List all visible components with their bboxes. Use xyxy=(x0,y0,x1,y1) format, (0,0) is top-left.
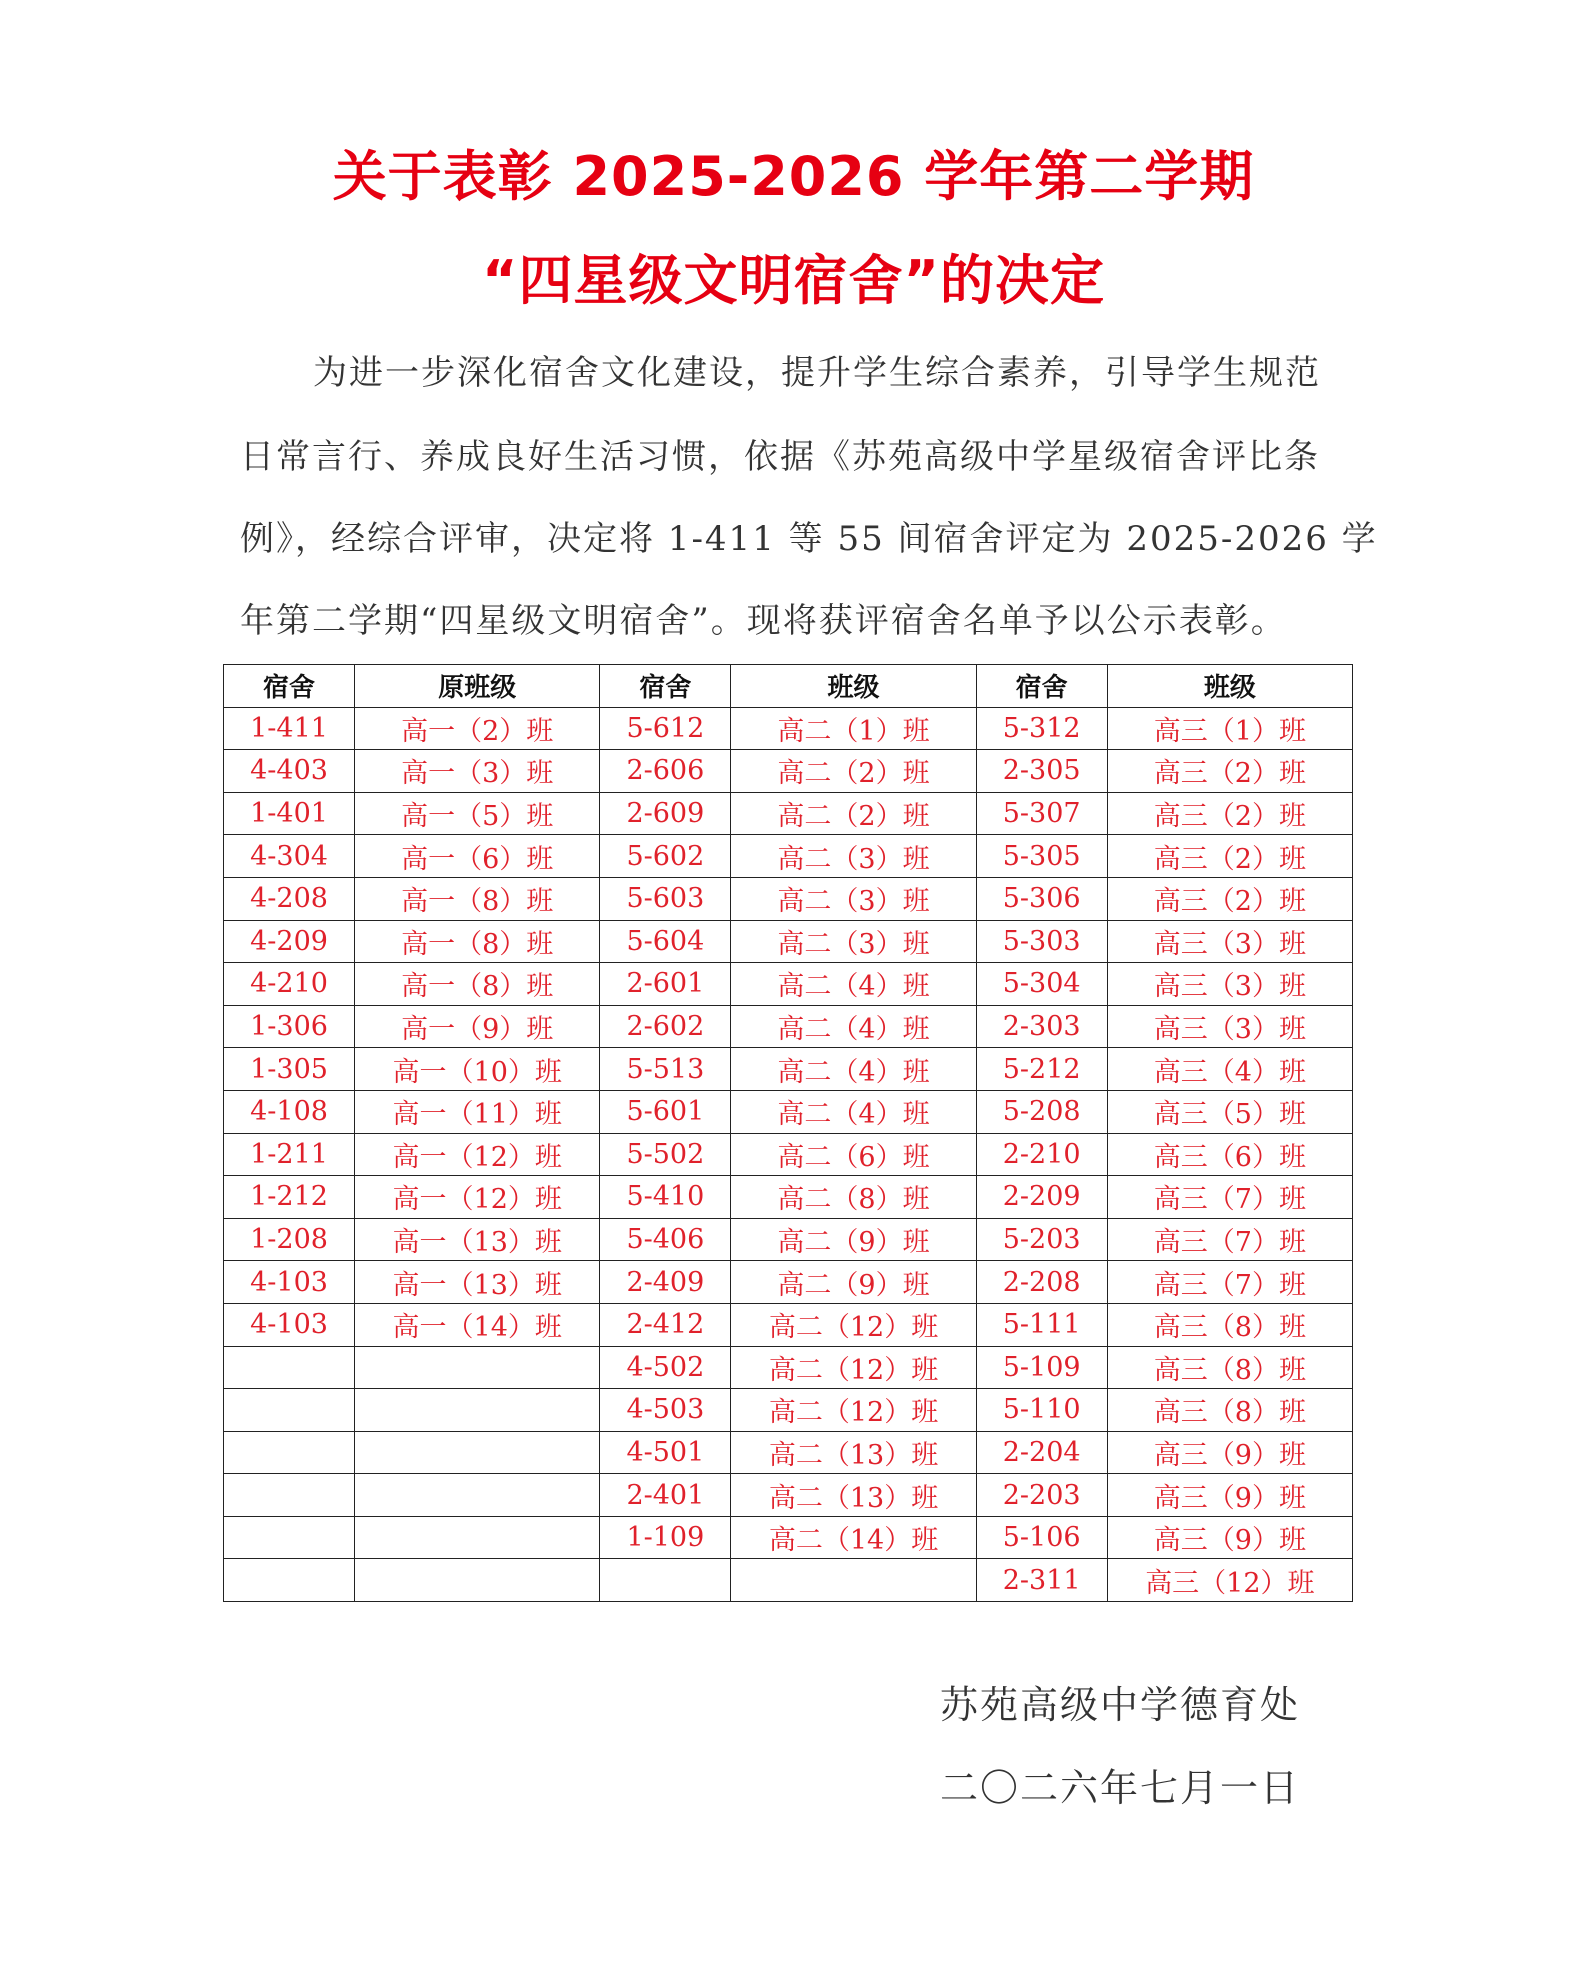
dorm-grade2-cell: 2-602 xyxy=(600,1005,731,1048)
table-row xyxy=(224,1431,1353,1474)
class-grade3-cell: 高三（7）班 xyxy=(1107,1176,1352,1219)
table-row xyxy=(224,750,1353,793)
class-grade3-cell: 高三（8）班 xyxy=(1107,1303,1352,1346)
dorm-grade3-cell: 5-106 xyxy=(976,1516,1107,1559)
dorm-grade1-cell: 1-401 xyxy=(224,792,355,835)
class-grade2-cell: 高二（6）班 xyxy=(731,1133,976,1176)
class-grade1-cell: 高一（9）班 xyxy=(355,1005,600,1048)
class-grade3-cell: 高三（9）班 xyxy=(1107,1474,1352,1517)
class-grade3-cell: 高三（5）班 xyxy=(1107,1090,1352,1133)
class-grade3-cell: 高三（2）班 xyxy=(1107,750,1352,793)
dorm-grade2-cell: 5-601 xyxy=(600,1090,731,1133)
dorm-grade3-cell: 2-210 xyxy=(976,1133,1107,1176)
class-grade2-cell: 高二（12）班 xyxy=(731,1303,976,1346)
header-class-grade3: 班级 xyxy=(1107,665,1352,708)
table-row xyxy=(224,1303,1353,1346)
class-grade1-cell: 高一（12）班 xyxy=(355,1176,600,1219)
dorm-grade3-cell: 5-305 xyxy=(976,835,1107,878)
table-row xyxy=(224,1218,1353,1261)
dorm-grade1-cell: 1-212 xyxy=(224,1176,355,1219)
dorm-grade1-cell: 4-210 xyxy=(224,963,355,1006)
dorm-grade2-cell: 2-601 xyxy=(600,963,731,1006)
dorm-grade3-cell: 5-109 xyxy=(976,1346,1107,1389)
dorm-grade2-cell: 2-609 xyxy=(600,792,731,835)
dorm-grade3-cell: 5-304 xyxy=(976,963,1107,1006)
class-grade3-cell: 高三（7）班 xyxy=(1107,1261,1352,1304)
dorm-grade1-cell: 4-209 xyxy=(224,920,355,963)
table-row xyxy=(224,877,1353,920)
dorm-grade3-cell: 2-203 xyxy=(976,1474,1107,1517)
header-class-grade2: 班级 xyxy=(731,665,976,708)
class-grade3-cell: 高三（9）班 xyxy=(1107,1431,1352,1474)
dorm-grade3-cell: 5-307 xyxy=(976,792,1107,835)
signature-date: 二〇二六年七月一日 xyxy=(940,1766,1301,1810)
dorm-grade1-cell: 4-108 xyxy=(224,1090,355,1133)
table-body xyxy=(224,707,1353,1601)
dorm-grade3-cell: 5-203 xyxy=(976,1218,1107,1261)
class-grade3-cell: 高三（7）班 xyxy=(1107,1218,1352,1261)
class-grade1-cell xyxy=(355,1389,600,1432)
dorm-grade3-cell: 2-208 xyxy=(976,1261,1107,1304)
class-grade2-cell: 高二（1）班 xyxy=(731,707,976,750)
header-class-grade1: 原班级 xyxy=(355,665,600,708)
dorm-grade1-cell: 1-411 xyxy=(224,707,355,750)
dorm-grade3-cell: 2-303 xyxy=(976,1005,1107,1048)
header-dorm-grade2: 宿舍 xyxy=(600,665,731,708)
dorm-grade1-cell: 4-304 xyxy=(224,835,355,878)
table-row xyxy=(224,1005,1353,1048)
class-grade3-cell: 高三（2）班 xyxy=(1107,792,1352,835)
table-row xyxy=(224,707,1353,750)
class-grade3-cell: 高三（6）班 xyxy=(1107,1133,1352,1176)
class-grade2-cell: 高二（13）班 xyxy=(731,1474,976,1517)
dorm-grade3-cell: 2-209 xyxy=(976,1176,1107,1219)
dorm-grade1-cell: 1-305 xyxy=(224,1048,355,1091)
dorm-grade2-cell: 5-406 xyxy=(600,1218,731,1261)
dorm-grade2-cell: 5-612 xyxy=(600,707,731,750)
class-grade1-cell: 高一（2）班 xyxy=(355,707,600,750)
header-dorm-grade3: 宿舍 xyxy=(976,665,1107,708)
dorm-grade2-cell: 4-503 xyxy=(600,1389,731,1432)
dorm-grade1-cell: 1-306 xyxy=(224,1005,355,1048)
dorm-grade3-cell: 2-305 xyxy=(976,750,1107,793)
dorm-grade3-cell: 5-212 xyxy=(976,1048,1107,1091)
dorm-grade2-cell: 4-501 xyxy=(600,1431,731,1474)
class-grade1-cell xyxy=(355,1559,600,1602)
dorm-grade3-cell: 2-204 xyxy=(976,1431,1107,1474)
class-grade1-cell: 高一（11）班 xyxy=(355,1090,600,1133)
dorm-grade2-cell: 2-606 xyxy=(600,750,731,793)
dorm-grade2-cell: 1-109 xyxy=(600,1516,731,1559)
class-grade2-cell: 高二（4）班 xyxy=(731,1048,976,1091)
dorm-grade2-cell: 5-502 xyxy=(600,1133,731,1176)
dorm-grade1-cell: 4-403 xyxy=(224,750,355,793)
body-paragraph-line-4: 年第二学期“四星级文明宿舍”。现将获评宿舍名单予以公示表彰。 xyxy=(240,601,1287,641)
dorm-grade3-cell: 5-306 xyxy=(976,877,1107,920)
class-grade1-cell: 高一（10）班 xyxy=(355,1048,600,1091)
class-grade2-cell: 高二（13）班 xyxy=(731,1431,976,1474)
class-grade2-cell: 高二（14）班 xyxy=(731,1516,976,1559)
dorm-grade2-cell: 5-602 xyxy=(600,835,731,878)
dorm-grade2-cell: 5-603 xyxy=(600,877,731,920)
class-grade1-cell: 高一（13）班 xyxy=(355,1218,600,1261)
dorm-grade1-cell xyxy=(224,1516,355,1559)
table-row xyxy=(224,835,1353,878)
table-row xyxy=(224,1516,1353,1559)
class-grade3-cell: 高三（9）班 xyxy=(1107,1516,1352,1559)
class-grade2-cell: 高二（9）班 xyxy=(731,1218,976,1261)
table-row xyxy=(224,792,1353,835)
class-grade1-cell xyxy=(355,1516,600,1559)
class-grade3-cell: 高三（3）班 xyxy=(1107,1005,1352,1048)
table-row xyxy=(224,1559,1353,1602)
class-grade3-cell: 高三（8）班 xyxy=(1107,1389,1352,1432)
class-grade1-cell: 高一（14）班 xyxy=(355,1303,600,1346)
class-grade3-cell: 高三（3）班 xyxy=(1107,920,1352,963)
class-grade2-cell: 高二（3）班 xyxy=(731,920,976,963)
class-grade1-cell: 高一（3）班 xyxy=(355,750,600,793)
table-row xyxy=(224,1261,1353,1304)
dorm-grade1-cell xyxy=(224,1474,355,1517)
class-grade1-cell xyxy=(355,1474,600,1517)
body-paragraph-line-1: 为进一步深化宿舍文化建设，提升学生综合素养，引导学生规范 xyxy=(313,353,1321,393)
table-row xyxy=(224,1090,1353,1133)
table-row xyxy=(224,1389,1353,1432)
dorm-grade1-cell: 1-208 xyxy=(224,1218,355,1261)
class-grade1-cell: 高一（5）班 xyxy=(355,792,600,835)
class-grade1-cell xyxy=(355,1431,600,1474)
dorm-grade2-cell: 4-502 xyxy=(600,1346,731,1389)
dorm-grade3-cell: 5-111 xyxy=(976,1303,1107,1346)
class-grade2-cell: 高二（9）班 xyxy=(731,1261,976,1304)
class-grade2-cell: 高二（4）班 xyxy=(731,963,976,1006)
header-dorm-grade1: 宿舍 xyxy=(224,665,355,708)
table-row xyxy=(224,1474,1353,1517)
signature-organization: 苏苑高级中学德育处 xyxy=(940,1683,1301,1727)
table-row xyxy=(224,963,1353,1006)
dorm-grade3-cell: 5-303 xyxy=(976,920,1107,963)
dorm-grade1-cell: 4-103 xyxy=(224,1303,355,1346)
dorm-grade3-cell: 5-312 xyxy=(976,707,1107,750)
table-row xyxy=(224,1048,1353,1091)
class-grade2-cell: 高二（12）班 xyxy=(731,1389,976,1432)
class-grade1-cell: 高一（8）班 xyxy=(355,877,600,920)
table-row xyxy=(224,1133,1353,1176)
class-grade3-cell: 高三（2）班 xyxy=(1107,835,1352,878)
dorm-grade3-cell: 2-311 xyxy=(976,1559,1107,1602)
dorm-grade2-cell: 2-401 xyxy=(600,1474,731,1517)
dorm-grade3-cell: 5-208 xyxy=(976,1090,1107,1133)
dorm-grade2-cell: 2-409 xyxy=(600,1261,731,1304)
table-row xyxy=(224,1346,1353,1389)
class-grade3-cell: 高三（12）班 xyxy=(1107,1559,1352,1602)
dorm-grade1-cell: 4-103 xyxy=(224,1261,355,1304)
dorm-grade1-cell xyxy=(224,1431,355,1474)
class-grade3-cell: 高三（8）班 xyxy=(1107,1346,1352,1389)
dorm-grade2-cell xyxy=(600,1559,731,1602)
class-grade1-cell xyxy=(355,1346,600,1389)
dorm-grade2-cell: 2-412 xyxy=(600,1303,731,1346)
dormitory-table xyxy=(223,664,1353,1602)
class-grade1-cell: 高一（6）班 xyxy=(355,835,600,878)
class-grade3-cell: 高三（2）班 xyxy=(1107,877,1352,920)
class-grade2-cell: 高二（2）班 xyxy=(731,750,976,793)
class-grade1-cell: 高一（12）班 xyxy=(355,1133,600,1176)
dorm-grade1-cell: 4-208 xyxy=(224,877,355,920)
class-grade2-cell: 高二（3）班 xyxy=(731,835,976,878)
table-row xyxy=(224,920,1353,963)
class-grade2-cell: 高二（2）班 xyxy=(731,792,976,835)
class-grade1-cell: 高一（8）班 xyxy=(355,920,600,963)
class-grade2-cell: 高二（3）班 xyxy=(731,877,976,920)
dorm-grade3-cell: 5-110 xyxy=(976,1389,1107,1432)
class-grade3-cell: 高三（1）班 xyxy=(1107,707,1352,750)
dorm-grade1-cell xyxy=(224,1389,355,1432)
class-grade2-cell: 高二（4）班 xyxy=(731,1090,976,1133)
body-paragraph-line-2: 日常言行、养成良好生活习惯，依据《苏苑高级中学星级宿舍评比条 xyxy=(240,437,1320,477)
class-grade1-cell: 高一（13）班 xyxy=(355,1261,600,1304)
document-title-line-1: 关于表彰 2025-2026 学年第二学期 xyxy=(332,145,1255,208)
class-grade2-cell xyxy=(731,1559,976,1602)
class-grade2-cell: 高二（12）班 xyxy=(731,1346,976,1389)
table-row xyxy=(224,1176,1353,1219)
class-grade2-cell: 高二（8）班 xyxy=(731,1176,976,1219)
dorm-grade1-cell xyxy=(224,1346,355,1389)
dorm-grade1-cell xyxy=(224,1559,355,1602)
class-grade3-cell: 高三（3）班 xyxy=(1107,963,1352,1006)
class-grade2-cell: 高二（4）班 xyxy=(731,1005,976,1048)
table-header-row xyxy=(224,665,1353,708)
dorm-grade2-cell: 5-604 xyxy=(600,920,731,963)
dorm-grade2-cell: 5-410 xyxy=(600,1176,731,1219)
dorm-grade1-cell: 1-211 xyxy=(224,1133,355,1176)
document-title-line-2: “四星级文明宿舍”的决定 xyxy=(482,249,1105,312)
class-grade3-cell: 高三（4）班 xyxy=(1107,1048,1352,1091)
body-paragraph-line-3: 例》，经综合评审，决定将 1-411 等 55 间宿舍评定为 2025-2026 学 xyxy=(240,519,1378,559)
class-grade1-cell: 高一（8）班 xyxy=(355,963,600,1006)
dorm-grade2-cell: 5-513 xyxy=(600,1048,731,1091)
